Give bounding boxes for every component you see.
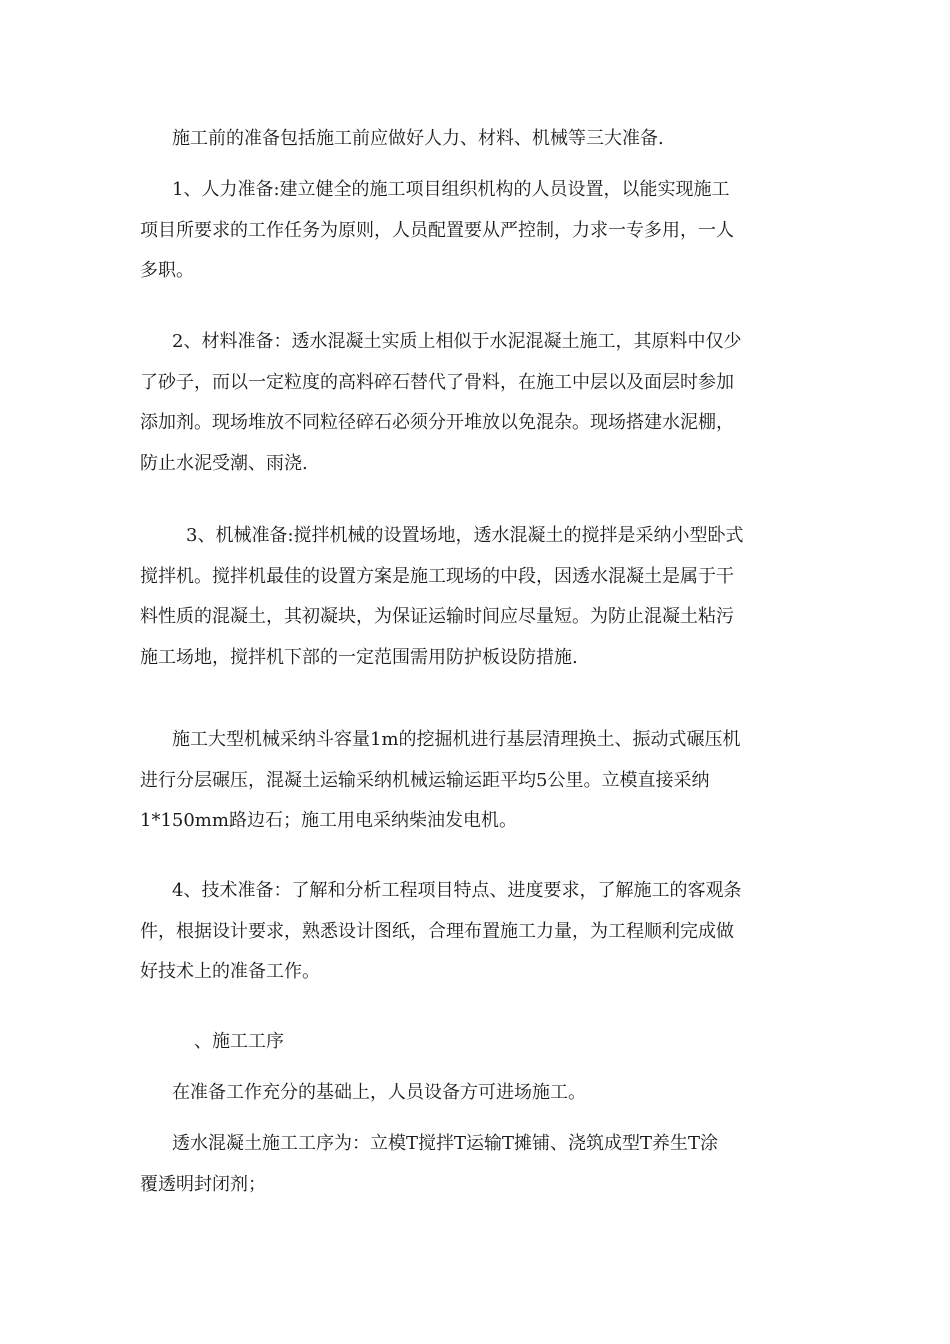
text-line: 、施工工序 xyxy=(194,1031,284,1052)
text-line: 3、机械准备:搅拌机械的设置场地，透水混凝土的搅拌是采纳小型卧式 xyxy=(186,525,744,546)
text-line: 好技术上的准备工作。 xyxy=(140,961,320,983)
text-line: 1、人力准备:建立健全的施工项目组织机构的人员设置，以能实现施工 xyxy=(172,179,730,200)
text-line: 添加剂。现场堆放不同粒径碎石必须分开堆放以免混杂。现场搭建水泥棚， xyxy=(140,412,734,434)
intro-paragraph xyxy=(140,119,840,160)
text-line: 4、技术准备：了解和分析工程项目特点、进度要求，了解施工的客观条 xyxy=(172,880,742,901)
large-machinery-paragraph xyxy=(140,720,840,842)
text-line: 施工大型机械采纳斗容量1m的挖掘机进行基层清理换土、振动式碾压机 xyxy=(172,729,741,750)
text-line: 防止水泥受潮、雨浇. xyxy=(140,452,308,474)
text-line: 多职。 xyxy=(140,260,194,282)
human-resource-paragraph xyxy=(140,170,840,292)
process-paragraph xyxy=(140,1124,840,1205)
text-line: 进行分层碾压，混凝土运输采纳机械运输运距平均5公里。立模直接采纳 xyxy=(140,769,710,791)
text-line: 覆透明封闭剂； xyxy=(140,1173,266,1195)
text-line: 在准备工作充分的基础上，人员设备方可进场施工。 xyxy=(172,1082,586,1103)
machinery-paragraph xyxy=(140,516,840,678)
text-line: 了砂子，而以一定粒度的高料碎石替代了骨料，在施工中层以及面层时参加 xyxy=(140,371,734,393)
text-line: 料性质的混凝土，其初凝块，为保证运输时间应尽量短。为防止混凝土粘污 xyxy=(140,606,734,628)
text-line: 施工前的准备包括施工前应做好人力、材料、机械等三大准备. xyxy=(172,128,664,149)
preparation-sentence xyxy=(140,1073,840,1114)
section-heading xyxy=(140,1022,840,1063)
text-line: 施工场地，搅拌机下部的一定范围需用防护板设防措施. xyxy=(140,646,578,668)
text-line: 搅拌机。搅拌机最佳的设置方案是施工现场的中段，因透水混凝土是属于干 xyxy=(140,565,734,587)
text-line: 项目所要求的工作任务为原则，人员配置要从严控制，力求一专多用，一人 xyxy=(140,219,734,241)
text-line: 2、材料准备：透水混凝土实质上相似于水泥混凝土施工，其原料中仅少 xyxy=(172,331,742,352)
technical-paragraph xyxy=(140,871,840,993)
text-line: 件，根据设计要求，熟悉设计图纸，合理布置施工力量，为工程顺利完成做 xyxy=(140,920,734,942)
text-line: 透水混凝土施工工序为：立模T搅拌T运输T摊铺、浇筑成型T养生T涂 xyxy=(172,1133,719,1154)
text-line: 1*150mm路边石；施工用电采纳柴油发电机。 xyxy=(140,810,517,832)
material-paragraph xyxy=(140,322,840,484)
